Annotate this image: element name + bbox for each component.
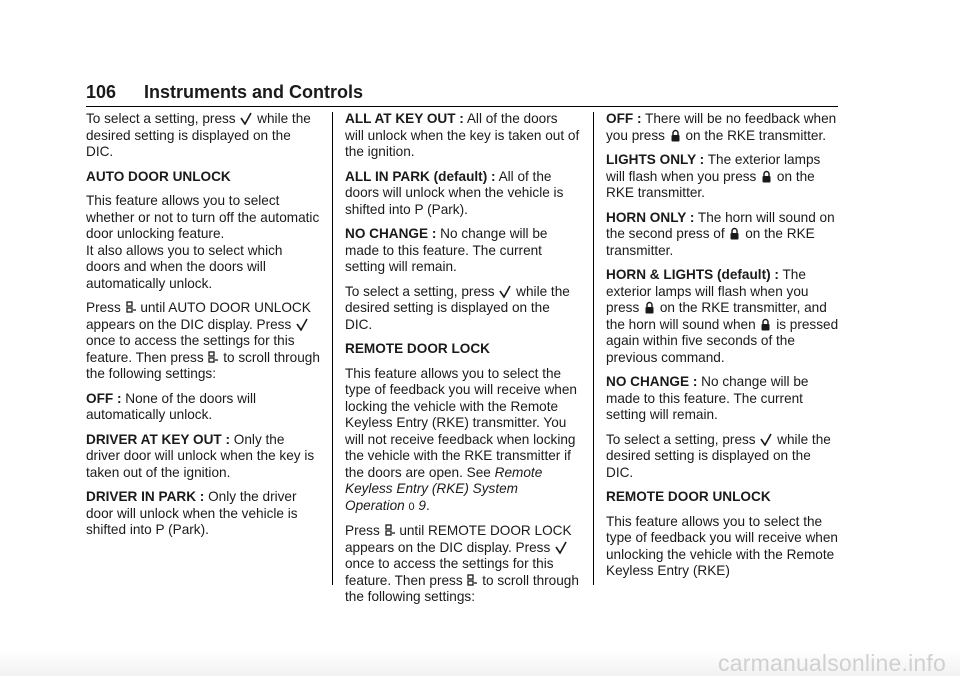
setting-lights-only: LIGHTS ONLY : The exterior lamps will flash when you press on the RKE transmitter. — [606, 152, 821, 200]
page-number: 106 — [86, 82, 117, 102]
lock-icon — [760, 318, 771, 331]
checkmark-icon — [760, 433, 772, 446]
column-1 — [86, 111, 320, 547]
checkmark-icon — [499, 285, 511, 298]
setting-horn-only: HORN ONLY : The horn will sound on the second press of on the RKE transmitter. — [606, 209, 835, 258]
page-ref-arrow: 0 — [408, 500, 415, 513]
column-divider — [593, 112, 594, 585]
paragraph: This feature allows you to select the type of feedback you will receive when locking the vehicle with the Remote Keyless Entry (RKE) transmitter. You will not receive feedback when locking the vehicle with the RKE transmitter if the doors are open. See Remote Keyless Entry (RKE) System Operation 0 9. — [345, 365, 577, 513]
menu-scroll-icon — [467, 574, 477, 587]
paragraph: This feature allows you to select the type of feedback you will receive when unlocking the vehicle with the Remote Keyless Entry (RKE) — [606, 513, 838, 578]
menu-scroll-icon — [385, 524, 395, 537]
subheading-remote-door-unlock: REMOTE DOOR UNLOCK — [606, 489, 771, 504]
lock-icon — [729, 227, 740, 240]
column-3 — [606, 111, 840, 588]
setting-off: OFF : None of the doors will automatically unlock. — [86, 390, 257, 422]
lock-icon — [761, 170, 772, 183]
watermark-text: carmanualsonline.info — [718, 650, 946, 676]
column-2 — [345, 111, 580, 614]
paragraph: This feature allows you to select whether or not to turn off the automatic door unlocking feature. — [86, 193, 320, 241]
setting-no-change: NO CHANGE : No change will be made to this feature. The current setting will remain. — [606, 374, 809, 422]
paragraph: To select a setting, press while the desired setting is displayed on the DIC. — [86, 111, 311, 159]
column-divider — [332, 112, 333, 585]
subheading-auto-door-unlock: AUTO DOOR UNLOCK — [86, 168, 231, 184]
paragraph: Press until AUTO DOOR UNLOCK appears on the DIC display. Press once to access the settings for this feature. Then press to scroll through the following settings: — [86, 300, 320, 381]
checkmark-icon — [240, 112, 252, 125]
setting-off: OFF : There will be no feedback when you press on the RKE transmitter. — [606, 111, 837, 143]
paragraph: To select a setting, press while the desired setting is displayed on the DIC. — [345, 283, 570, 332]
cross-reference-link[interactable]: Remote Keyless Entry (RKE) System Operation — [345, 464, 543, 513]
setting-all-in-park: ALL IN PARK (default) : All of the doors will unlock when the vehicle is shifted into P (Park). — [345, 168, 564, 217]
subheading-remote-door-lock: REMOTE DOOR LOCK — [345, 341, 490, 356]
setting-all-at-key-out: ALL AT KEY OUT : All of the doors will unlock when the key is taken out of the ignition. — [345, 111, 580, 159]
lock-icon — [644, 301, 655, 314]
menu-scroll-icon — [208, 351, 218, 364]
paragraph: To select a setting, press while the desired setting is displayed on the DIC. — [606, 431, 831, 480]
section-title: Instruments and Controls — [144, 82, 364, 102]
menu-scroll-icon — [126, 301, 136, 314]
setting-horn-and-lights: HORN & LIGHTS (default) : The exterior lamps will flash when you press on the RKE transmitter, and the horn will sound when is pressed again within five seconds of the previous command. — [606, 267, 839, 365]
setting-driver-at-key-out: DRIVER AT KEY OUT : Only the driver door will unlock when the key is taken out of the ignition. — [86, 431, 315, 480]
page-header — [86, 80, 838, 107]
checkmark-icon — [296, 318, 308, 331]
setting-driver-in-park: DRIVER IN PARK : Only the driver door will unlock when the vehicle is shifted into P (Park). — [86, 489, 298, 537]
paragraph: Press until REMOTE DOOR LOCK appears on the DIC display. Press once to access the settings for this feature. Then press to scroll through the following settings: — [345, 523, 579, 604]
lock-icon — [670, 129, 681, 142]
watermark-bar — [0, 650, 960, 676]
checkmark-icon — [555, 541, 567, 554]
setting-no-change: NO CHANGE : No change will be made to this feature. The current setting will remain. — [345, 226, 548, 274]
page-ref-number[interactable]: 9 — [418, 497, 426, 513]
paragraph: It also allows you to select which doors and when the doors will automatically unlock. — [86, 242, 283, 291]
